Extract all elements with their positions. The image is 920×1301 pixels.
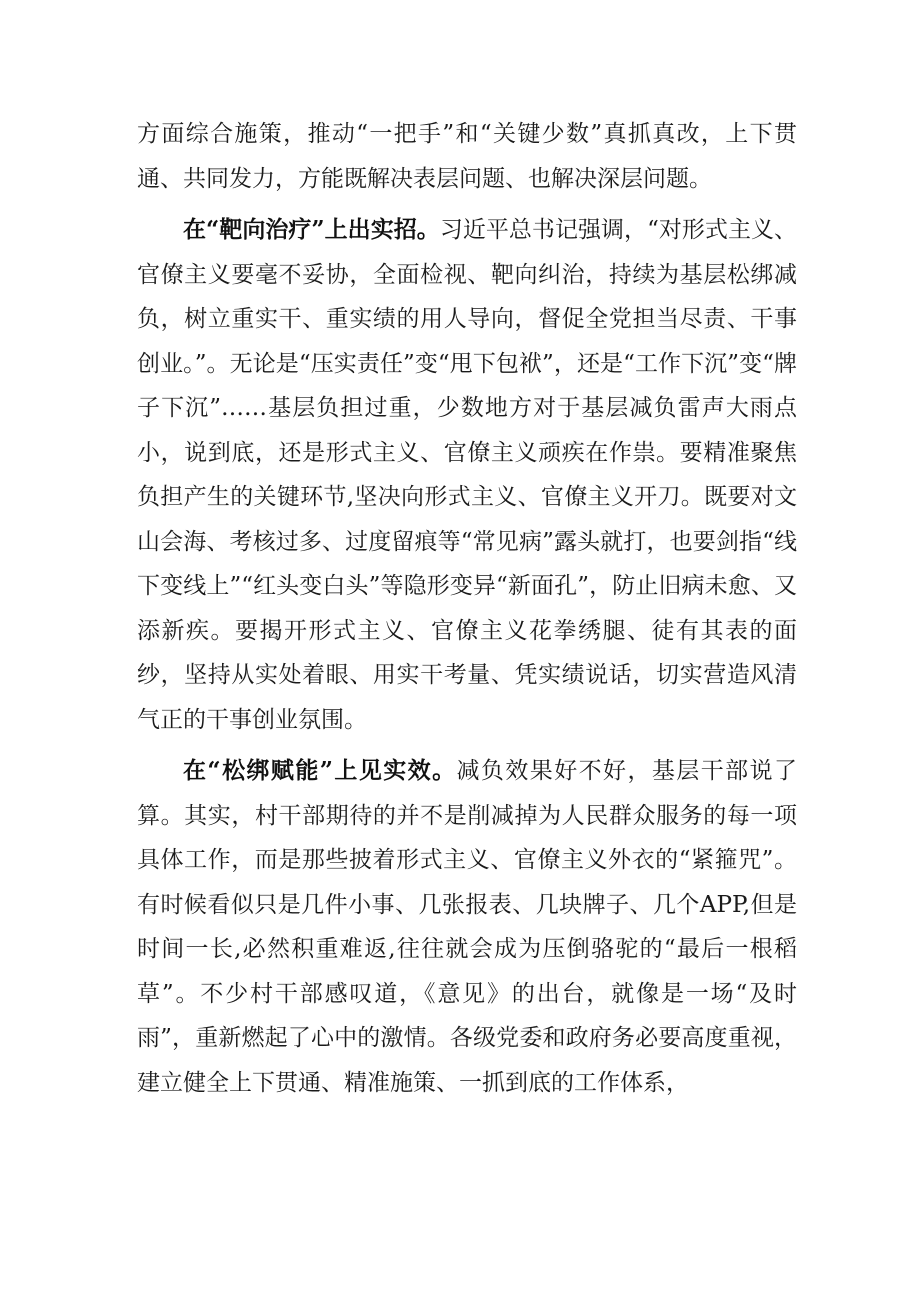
paragraph-targeted-treatment <box>137 208 797 742</box>
paragraph-body: 方面综合施策，推动“一把手”和“关键少数”真抓真改，上下贯通、共同发力，方能既解决表层问题、也解决深层问题。 <box>137 121 797 192</box>
paragraph-body: 减负效果好不好，基层干部说了算。其实，村干部期待的并不是削减掉为人民群众服务的每一项具体工作，而是那些披着形式主义、官僚主义外衣的“紧箍咒”。有时候看似只是几件小事、几张报表、几块牌子、几个APP,但是时间一长,必然积重难返,往往就会成为压倒骆驼的“最后一根稻草”。不少村干部感叹道，《意见》的出台，就像是一场“及时雨”，重新燃起了心中的激情。各级党委和政府务必要高度重视，建立健全上下贯通、精准施策、一抓到底的工作体系， <box>137 758 797 1096</box>
paragraph-body: 习近平总书记强调，“对形式主义、官僚主义要毫不妥协，全面检视、靶向纠治，持续为基层松绑减负，树立重实干、重实绩的用人导向，督促全党担当尽责、干事创业。”。无论是“压实责任”变“甩下包袱”，还是“工作下沉”变“牌子下沉”……基层负担过重，少数地方对于基层减负雷声大雨点小，说到底，还是形式主义、官僚主义顽疾在作祟。要精准聚焦负担产生的关键环节,坚决向形式主义、官僚主义开刀。既要对文山会海、考核过多、过度留痕等“常见病”露头就打，也要剑指“线下变线上”“红头变白头”等隐形变异“新面孔”，防止旧病未愈、又添新疾。要揭开形式主义、官僚主义花拳绣腿、徒有其表的面纱，坚持从实处着眼、用实干考量、凭实绩说话，切实营造风清气正的干事创业氛围。 <box>137 217 797 733</box>
document-body <box>137 112 797 1105</box>
paragraph-loosen-empower <box>137 749 797 1105</box>
paragraph-lead-heading: 在“靶向治疗”上出实招。 <box>183 216 440 243</box>
paragraph-continuation <box>137 112 797 201</box>
paragraph-lead-heading: 在“松绑赋能”上见实效。 <box>183 757 457 784</box>
